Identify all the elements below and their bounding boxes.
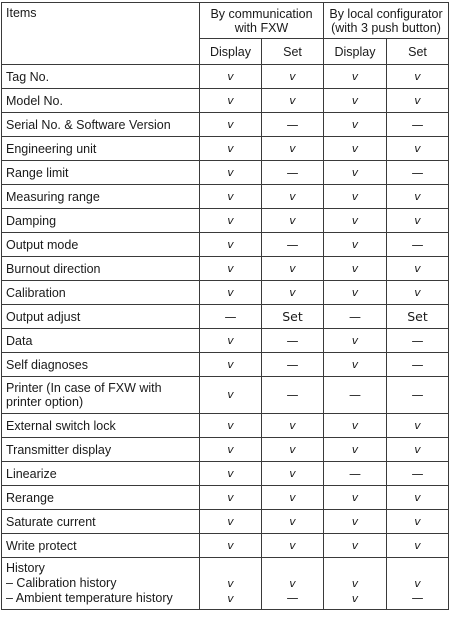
history-mark-cell (262, 558, 324, 610)
check-mark: v (200, 65, 262, 89)
history-mark-cell (200, 558, 262, 610)
check-mark: v (200, 281, 262, 305)
header-items: Items (2, 3, 200, 65)
dash-mark: — (262, 161, 324, 185)
check-mark: v (262, 534, 324, 558)
row-label: Model No. (2, 89, 200, 113)
row-label: Serial No. & Software Version (2, 113, 200, 137)
check-mark: v (324, 353, 387, 377)
dash-mark: — (262, 377, 324, 414)
check-mark: v (324, 534, 387, 558)
row-label: Tag No. (2, 65, 200, 89)
check-mark: v (200, 486, 262, 510)
check-mark: v (324, 65, 387, 89)
dash-mark: — (387, 329, 449, 353)
row-label: Calibration (2, 281, 200, 305)
check-mark: v (387, 137, 449, 161)
table-row (2, 209, 449, 233)
check-mark: v (387, 510, 449, 534)
table-row (2, 462, 449, 486)
functions-table-container (1, 2, 449, 610)
check-mark: v (387, 281, 449, 305)
check-mark: v (414, 577, 421, 590)
dash-mark: — (324, 462, 387, 486)
check-mark: v (387, 89, 449, 113)
table-row (2, 65, 449, 89)
header-sub-set: Set (387, 39, 449, 65)
check-mark: v (324, 329, 387, 353)
header-group-local-line2: (with 3 push button) (331, 21, 441, 35)
check-mark: v (324, 257, 387, 281)
check-mark: v (200, 329, 262, 353)
table-row (2, 233, 449, 257)
table-row (2, 257, 449, 281)
check-mark: v (324, 113, 387, 137)
row-label: Damping (2, 209, 200, 233)
dash-mark: — (387, 462, 449, 486)
check-mark: v (387, 534, 449, 558)
check-mark: v (262, 65, 324, 89)
check-mark: v (200, 137, 262, 161)
check-mark: v (387, 257, 449, 281)
check-mark: v (262, 257, 324, 281)
row-label: Rerange (2, 486, 200, 510)
table-row (2, 185, 449, 209)
header-group-local-line1: By local configurator (329, 7, 443, 21)
check-mark: v (200, 209, 262, 233)
check-mark: v (324, 161, 387, 185)
history-mark-cell (387, 558, 449, 610)
check-mark: v (324, 281, 387, 305)
header-group-fxw-line1: By communication (210, 7, 313, 21)
header-group-local (324, 3, 449, 39)
check-mark: v (262, 209, 324, 233)
row-label: Output adjust (2, 305, 200, 329)
check-mark: v (387, 65, 449, 89)
row-label: Transmitter display (2, 438, 200, 462)
row-label: Range limit (2, 161, 200, 185)
check-mark: v (262, 89, 324, 113)
table-row (2, 89, 449, 113)
header-group-fxw-line2: with FXW (234, 21, 289, 35)
table-row (2, 353, 449, 377)
check-mark: v (200, 161, 262, 185)
check-mark: v (324, 486, 387, 510)
table-body (2, 65, 449, 610)
check-mark: v (324, 137, 387, 161)
check-mark: v (324, 233, 387, 257)
dash-mark: — (200, 305, 262, 329)
check-mark: v (289, 577, 296, 590)
table-row (2, 161, 449, 185)
check-mark: v (200, 414, 262, 438)
dash-mark: — (262, 233, 324, 257)
header-sub-display: Display (324, 39, 387, 65)
row-label: Write protect (2, 534, 200, 558)
check-mark: v (262, 281, 324, 305)
check-mark: v (324, 209, 387, 233)
row-label: Data (2, 329, 200, 353)
functions-table (1, 2, 449, 610)
row-label: Printer (In case of FXW with printer option) (2, 377, 200, 414)
history-line: – Calibration history (6, 576, 117, 590)
check-mark: v (324, 510, 387, 534)
check-mark: v (324, 185, 387, 209)
row-label: Engineering unit (2, 137, 200, 161)
table-row (2, 534, 449, 558)
check-mark: v (200, 257, 262, 281)
history-mark-cell (324, 558, 387, 610)
check-mark: v (324, 414, 387, 438)
check-mark: v (200, 534, 262, 558)
mark-text: Set (262, 305, 324, 329)
check-mark: v (324, 438, 387, 462)
check-mark: v (351, 592, 359, 605)
check-mark: v (387, 185, 449, 209)
table-row (2, 137, 449, 161)
check-mark: v (262, 185, 324, 209)
check-mark: v (387, 414, 449, 438)
dash-mark: — (387, 353, 449, 377)
dash-mark: — (286, 591, 299, 605)
row-label: Saturate current (2, 510, 200, 534)
check-mark: v (200, 89, 262, 113)
check-mark: v (227, 577, 234, 590)
table-row (2, 329, 449, 353)
check-mark: v (227, 592, 234, 605)
dash-mark: — (411, 591, 424, 605)
history-line: History (6, 561, 45, 575)
check-mark: v (324, 89, 387, 113)
dash-mark: — (324, 305, 387, 329)
check-mark: v (200, 113, 262, 137)
check-mark: v (262, 414, 324, 438)
table-row (2, 486, 449, 510)
header-sub-display: Display (200, 39, 262, 65)
table-row (2, 414, 449, 438)
check-mark: v (262, 137, 324, 161)
check-mark: v (200, 462, 262, 486)
check-mark: v (262, 462, 324, 486)
header-sub-set: Set (262, 39, 324, 65)
check-mark: v (200, 185, 262, 209)
history-blank-line (200, 561, 261, 576)
row-label: Self diagnoses (2, 353, 200, 377)
row-label: Burnout direction (2, 257, 200, 281)
check-mark: v (200, 377, 262, 414)
check-mark: v (387, 209, 449, 233)
row-label: Measuring range (2, 185, 200, 209)
check-mark: v (387, 486, 449, 510)
check-mark: v (200, 510, 262, 534)
check-mark: v (262, 510, 324, 534)
mark-text: Set (387, 305, 449, 329)
check-mark: v (200, 233, 262, 257)
dash-mark: — (262, 329, 324, 353)
dash-mark: — (387, 161, 449, 185)
dash-mark: — (262, 113, 324, 137)
dash-mark: — (387, 233, 449, 257)
table-row (2, 281, 449, 305)
history-blank-line (387, 561, 448, 576)
dash-mark: — (387, 377, 449, 414)
check-mark: v (200, 353, 262, 377)
history-label (2, 558, 200, 610)
dash-mark: — (324, 377, 387, 414)
row-label: Linearize (2, 462, 200, 486)
history-blank-line (324, 561, 386, 576)
table-row (2, 510, 449, 534)
table-row (2, 305, 449, 329)
row-label: External switch lock (2, 414, 200, 438)
table-row (2, 377, 449, 414)
row-label: Output mode (2, 233, 200, 257)
history-line: – Ambient temperature history (6, 591, 173, 605)
dash-mark: — (387, 113, 449, 137)
table-row (2, 113, 449, 137)
dash-mark: — (262, 353, 324, 377)
check-mark: v (262, 486, 324, 510)
check-mark: v (200, 438, 262, 462)
table-row (2, 438, 449, 462)
check-mark: v (262, 438, 324, 462)
check-mark: v (351, 577, 359, 590)
check-mark: v (387, 438, 449, 462)
header-group-fxw (200, 3, 324, 39)
table-row-history (2, 558, 449, 610)
history-blank-line (262, 561, 323, 576)
